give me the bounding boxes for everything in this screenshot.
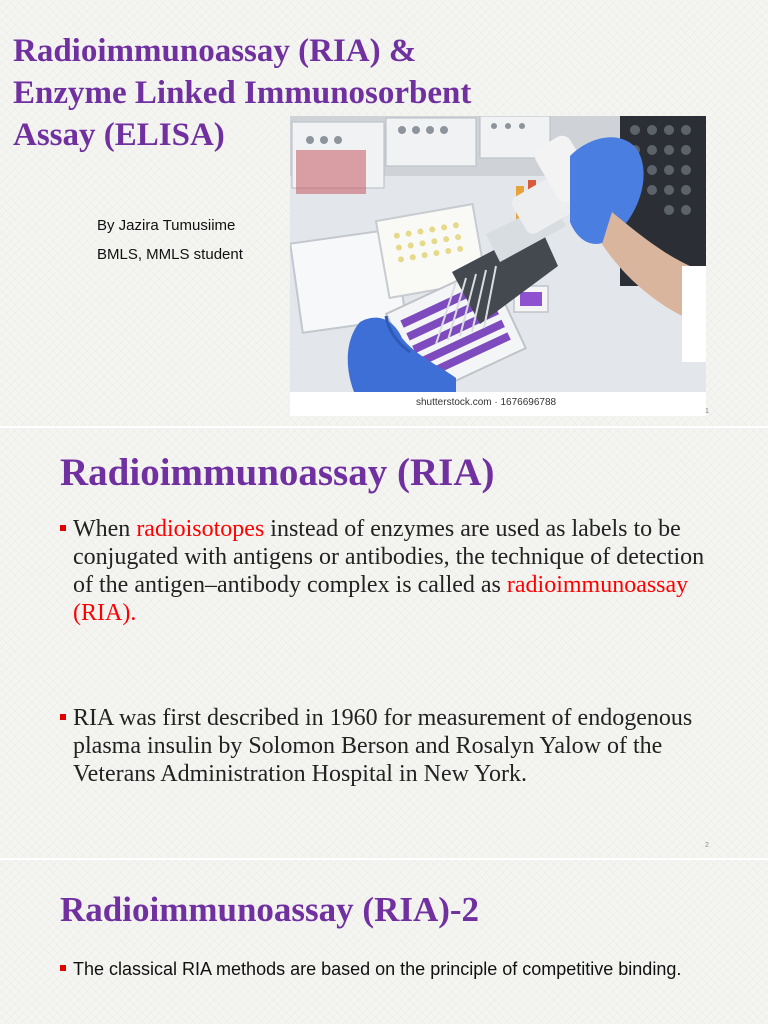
- bullet-marker: [60, 965, 66, 971]
- author-block: [97, 211, 243, 269]
- highlight-term: radioisotopes: [136, 516, 265, 542]
- bullet-marker: [60, 525, 66, 531]
- page-number: 2: [705, 842, 709, 849]
- slide-3: [0, 860, 768, 1024]
- author-role: BMLS, MMLS student: [97, 246, 243, 263]
- bullet-text: RIA was first described in 1960 for measurement of endogenous plasma insulin by Solomon Berson and Rosalyn Yalow of the Veterans Administration Hospital in New York.: [73, 705, 693, 787]
- page-number: 1: [705, 408, 709, 415]
- photo-caption: shutterstock.com · 1676696788: [416, 397, 557, 408]
- title-line-3: Assay (ELISA): [13, 117, 225, 153]
- pipetting-illustration: [290, 116, 706, 392]
- photo-caption-strip: [290, 392, 706, 416]
- bullet-item: [60, 957, 700, 981]
- title-line-2: Enzyme Linked Immunosorbent: [13, 75, 472, 111]
- bullet-item: [60, 704, 720, 788]
- slide-1: [0, 0, 768, 426]
- bullet-marker: [60, 714, 66, 720]
- title-line-1: Radioimmunoassay (RIA) &: [13, 33, 417, 69]
- bullet-text: The classical RIA methods are based on the principle of competitive binding.: [73, 959, 682, 979]
- bullet-list: [60, 704, 720, 788]
- slide-2: [0, 428, 768, 858]
- bullet-list: [60, 957, 700, 981]
- author-name: By Jazira Tumusiime: [97, 217, 236, 234]
- slide-heading: Radioimmunoassay (RIA)-2: [60, 890, 480, 929]
- highlight-term: radioimmunoassay (RIA).: [73, 572, 689, 626]
- bullet-text: When: [73, 516, 137, 542]
- bullet-item: [60, 515, 720, 627]
- slide-heading: Radioimmunoassay (RIA): [60, 451, 495, 494]
- bullet-text: instead of enzymes are used as labels to be conjugated with antigens or antibodies, the technique of detection of the antigen–antibody complex is called as: [73, 516, 705, 598]
- lab-photo: [290, 116, 706, 416]
- bullet-list: [60, 515, 720, 627]
